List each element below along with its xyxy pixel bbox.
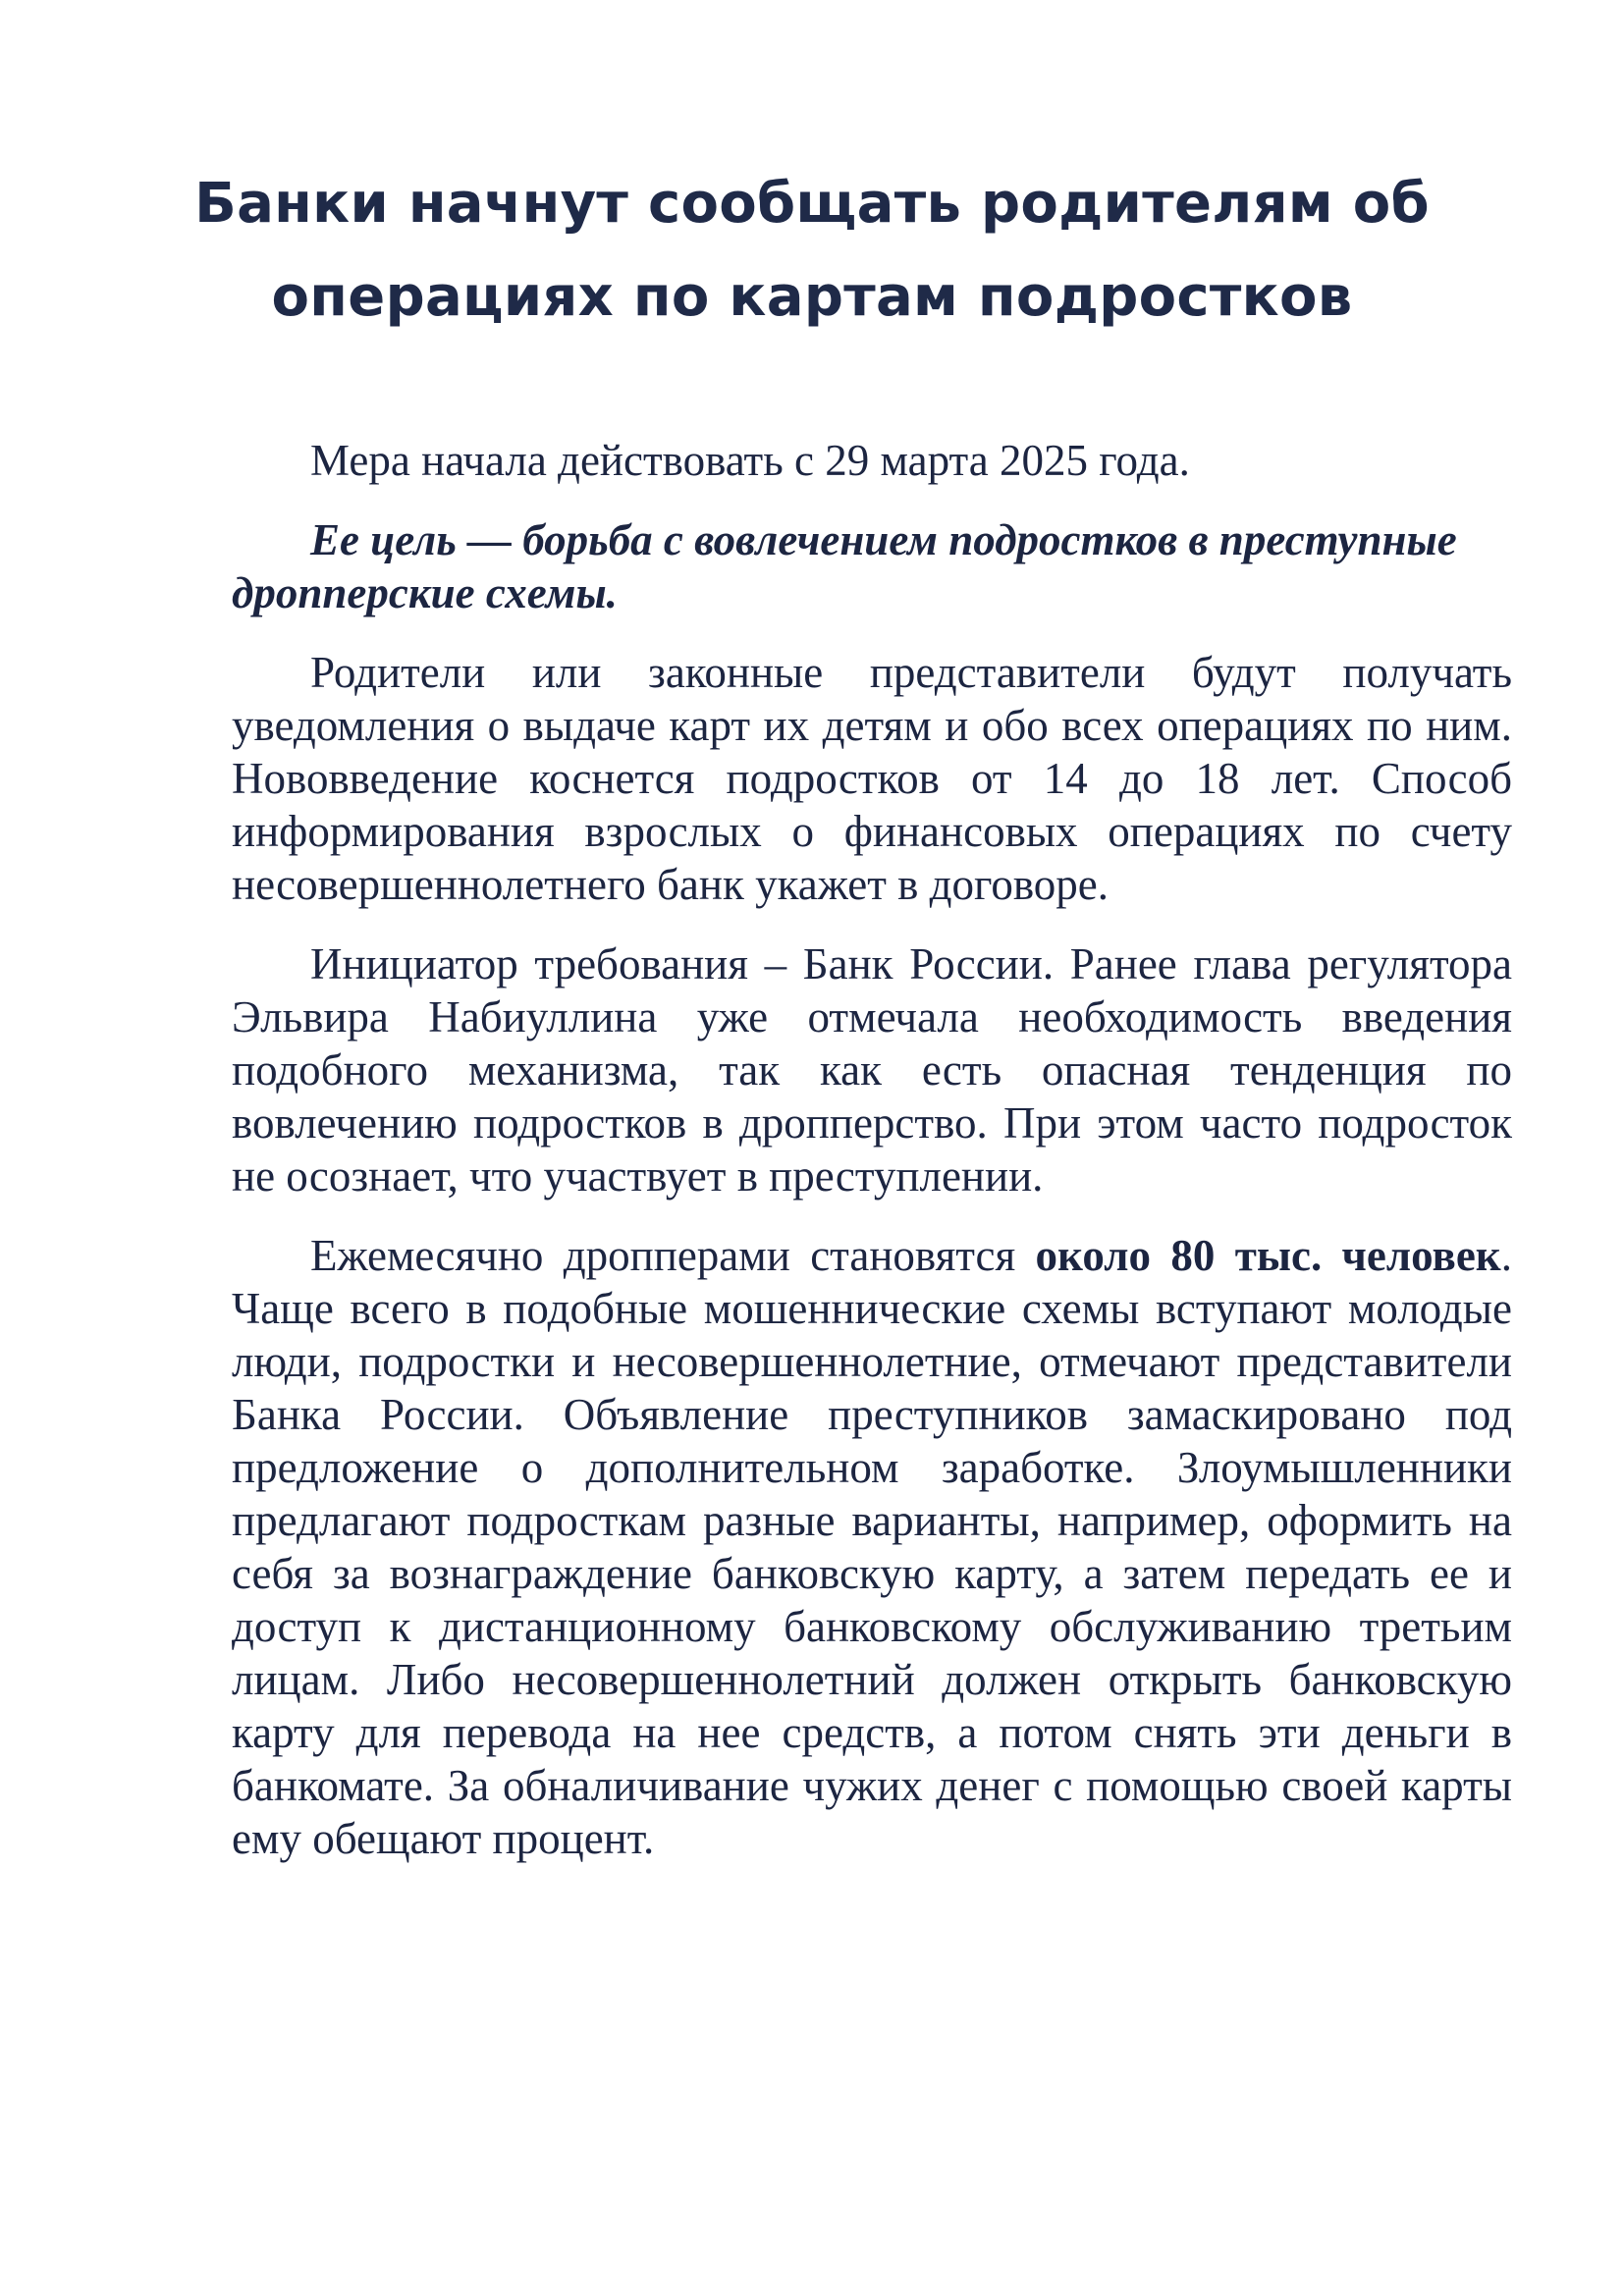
droppers-count-highlight: около 80 тыс. человек: [1035, 1231, 1501, 1280]
paragraph-droppers: [232, 1229, 1512, 1865]
droppers-text-start: Ежемесячно дропперами становятся: [310, 1231, 1036, 1280]
paragraph-start-date: Мера начала действовать с 29 марта 2025 года.: [310, 436, 1190, 485]
paragraph-goal: Ее цель — борьба с вовлечением подростков в преступные дропперские схемы.: [232, 515, 1457, 617]
paragraph-notifications: Родители или законные представители будут получать уведомления о выдаче карт их детям и обо всех операциях по ним. Нововведение коснется подростков от 14 до 18 лет. Способ информирования взрослых о финансовых операциях по счету несовершеннолетнего банк укажет в договоре.: [232, 648, 1512, 909]
title-line-1: Банки начнут сообщать родителям об: [194, 172, 1430, 236]
article-body: [232, 434, 1512, 1892]
page-title: [0, 157, 1624, 344]
title-line-2: операциях по картам подростков: [271, 265, 1353, 329]
paragraph-initiator: Инициатор требования – Банк России. Ранее глава регулятора Эльвира Набиуллина уже отмечала необходимость введения подобного механизма, так как есть опасная тенденция по вовлечению подростков в дропперство. При этом часто подросток не осознает, что участвует в преступлении.: [232, 939, 1512, 1201]
droppers-text-rest: . Чаще всего в подобные мошеннические схемы вступают молодые люди, подростки и несовершеннолетние, отмечают представители Банка России. Объявление преступников замаскировано под предложение о дополнительном заработке. Злоумышленники предлагают подросткам разные варианты, например, оформить на себя за вознаграждение банковскую карту, а затем передать ее и доступ к дистанционному банковскому обслуживанию третьим лицам. Либо несовершеннолетний должен открыть банковскую карту для перевода на нее средств, а потом снять эти деньги в банкомате. За обналичивание чужих денег с помощью своей карты ему обещают процент.: [232, 1231, 1512, 1863]
